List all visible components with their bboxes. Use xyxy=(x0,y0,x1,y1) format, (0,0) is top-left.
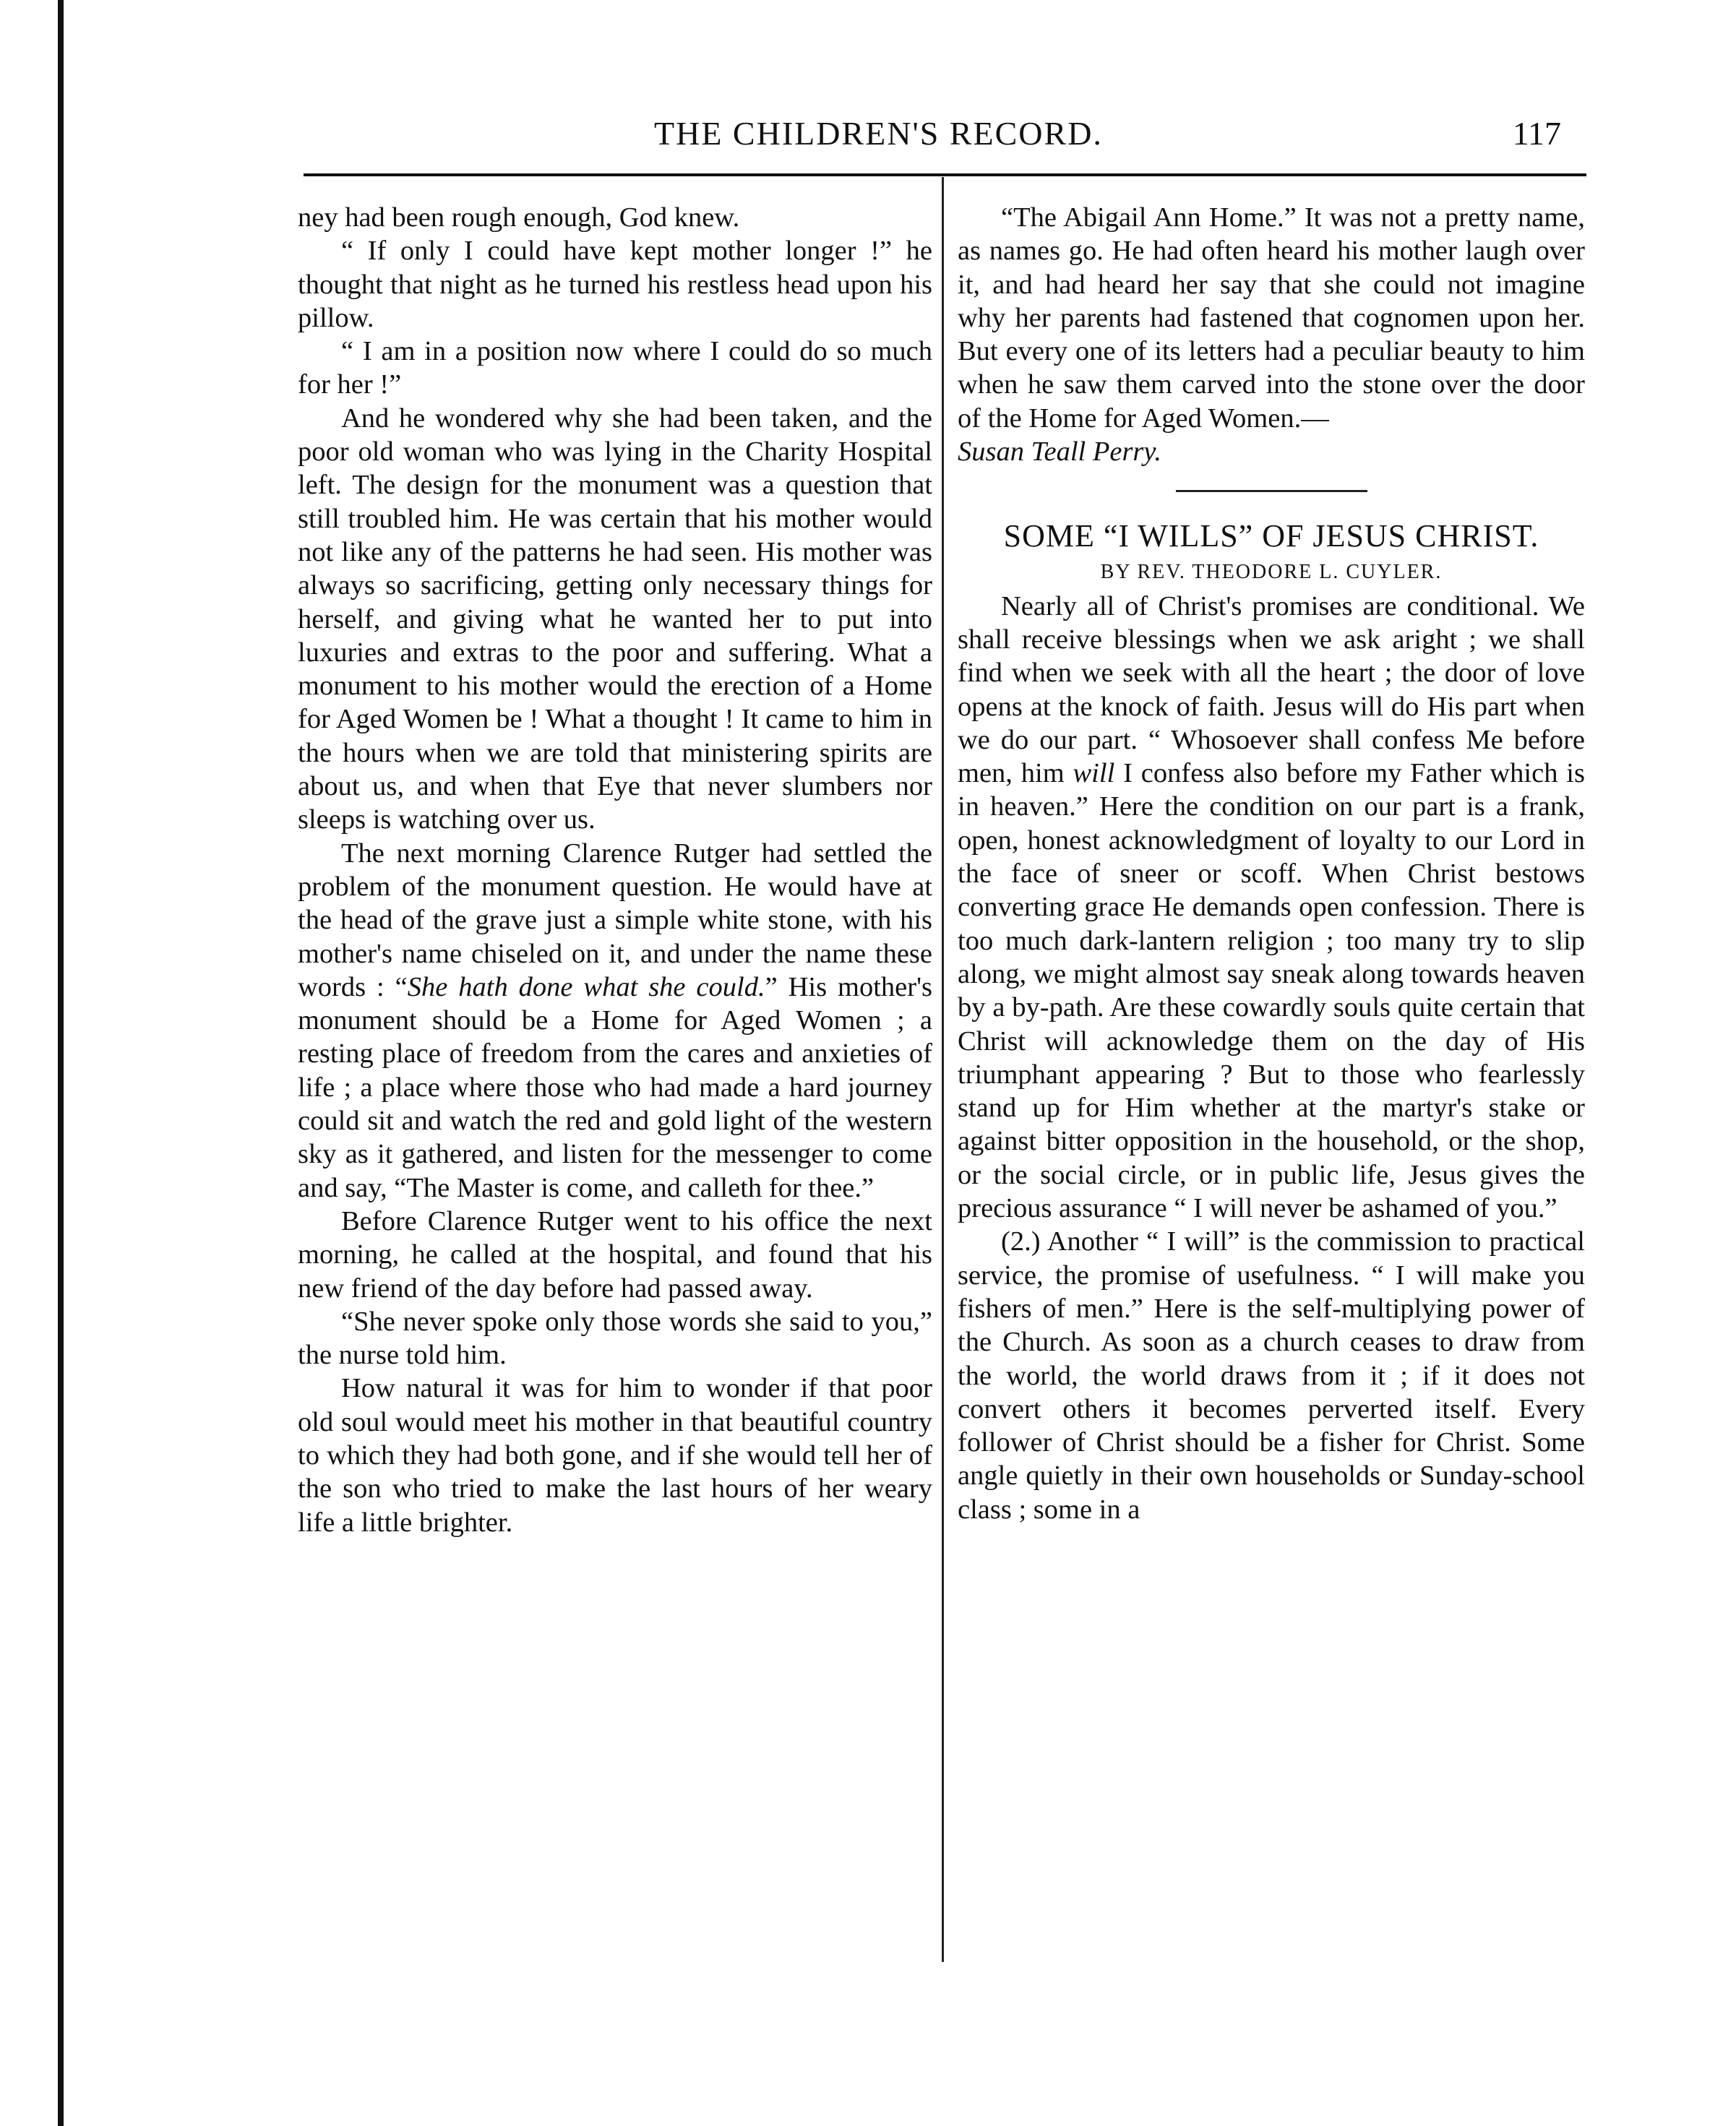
page-binding-edge xyxy=(58,0,64,2126)
article-title: SOME “I WILLS” OF JESUS CHRIST. xyxy=(1003,518,1539,554)
text-run: I confess also before my Father which is in heaven.” Here the condition on our part is a frank, open, honest acknowledgment of loyalty to our Lord in the face of sneer or scoff. When Christ bestows converting grace He demands open confession. There is too much dark-lantern religion ; too many try to slip along, we might almost say sneak along towards heaven by a by-path. Are these cowardly souls quite certain that Christ will acknowledge them on the day of His triumphant appearing ? But to those who fearlessly stand up for Him whether at the martyr's stake or against bitter opposition in the household, or the shop, or the social circle, or in public life, Jesus gives the precious assurance “ I will never be ashamed of you.” xyxy=(958,758,1585,1224)
emphasis: will xyxy=(1073,758,1115,789)
column-divider xyxy=(942,177,944,1962)
paragraph: How natural it was for him to wonder if that poor old soul would meet his mother in that beautiful country to which they had both gone, and if she would tell her of the son who tried to make the last hours of her weary life a little brighter. xyxy=(298,1373,932,1538)
paragraph: “ I am in a position now where I could do so much for her !” xyxy=(298,336,932,400)
paragraph: ney had been rough enough, God knew. xyxy=(298,202,740,233)
epitaph-quote: She hath done what she could. xyxy=(407,971,765,1002)
page-number: 117 xyxy=(1512,115,1561,152)
text-run: Nearly all of Christ's promises are conditional. We shall receive blessings when we ask aright ; we shall find when we seek with all the heart ; the door of love opens at the knock of faith. Jesus will do His part when we do our part. “ Whosoever shall confess Me before men, him xyxy=(958,590,1585,789)
paragraph: (2.) Another “ I will” is the commission to practical service, the promise of usefulness. “ I will make you fishers of men.” Here is the self-multiplying power of the Church. As soon as a church ceases to draw from the world, the world draws from it ; if it does not convert others it becomes perverted itself. Every follower of Christ should be a fisher for Christ. Some angle quietly in their own households or Sunday-school class ; some in a xyxy=(958,1226,1585,1525)
left-column xyxy=(298,201,932,1539)
paragraph: “ If only I could have kept mother longer !” he thought that night as he turned his restless head upon his pillow. xyxy=(298,236,932,333)
paragraph: And he wondered why she had been taken, and the poor old woman who was lying in the Charity Hospital left. The design for the monument was a question that still troubled him. He was certain that his mother would not like any of the patterns he had seen. His mother was always so sacrificing, getting only necessary things for herself, and giving what he wanted her to put into luxuries and extras to the poor and suffering. What a monument to his mother would the erection of a Home for Aged Women be ! What a thought ! It came to him in the hours when we are told that ministering spirits are about us, and when that Eye that never slumbers nor sleeps is watching over us. xyxy=(298,403,932,835)
text-run: The next morning Clarence Rutger had settled the problem of the monument question. He would have at the head of the grave just a simple white stone, with his mother's name chiseled on it, and under the name these words : “ xyxy=(298,838,932,1002)
paragraph: “The Abigail Ann Home.” It was not a pretty name, as names go. He had often heard his mother laugh over it, and had heard her say that she could not imagine why her parents had fastened that cognomen upon her. But every one of its letters had a peculiar beauty to him when he saw them carved into the stone over the door of the Home for Aged Women.— xyxy=(958,202,1585,434)
running-title: THE CHILDREN'S RECORD. xyxy=(654,115,1103,152)
text-run: ” His mother's monument should be a Home for Aged Women ; a resting place of freedom from the cares and anxieties of life ; a place where those who had made a hard journey could sit and watch the red and gold light of the western sky as it gathered, and listen for the messenger to come and say, “The Master is come, and calleth for thee.” xyxy=(298,971,932,1203)
paragraph xyxy=(958,590,1585,1226)
article-byline: BY REV. THEODORE L. CUYLER. xyxy=(1100,561,1443,584)
author-signature: Susan Teall Perry. xyxy=(958,436,1162,468)
right-column xyxy=(958,201,1585,1526)
page-header xyxy=(304,114,1576,158)
paragraph: “She never spoke only those words she said to you,” the nurse told him. xyxy=(298,1306,932,1371)
header-rule xyxy=(304,173,1586,176)
section-separator xyxy=(1176,490,1367,492)
paragraph xyxy=(298,837,932,1205)
paragraph: Before Clarence Rutger went to his office the next morning, he called at the hospital, and found that his new friend of the day before had passed away. xyxy=(298,1205,932,1304)
